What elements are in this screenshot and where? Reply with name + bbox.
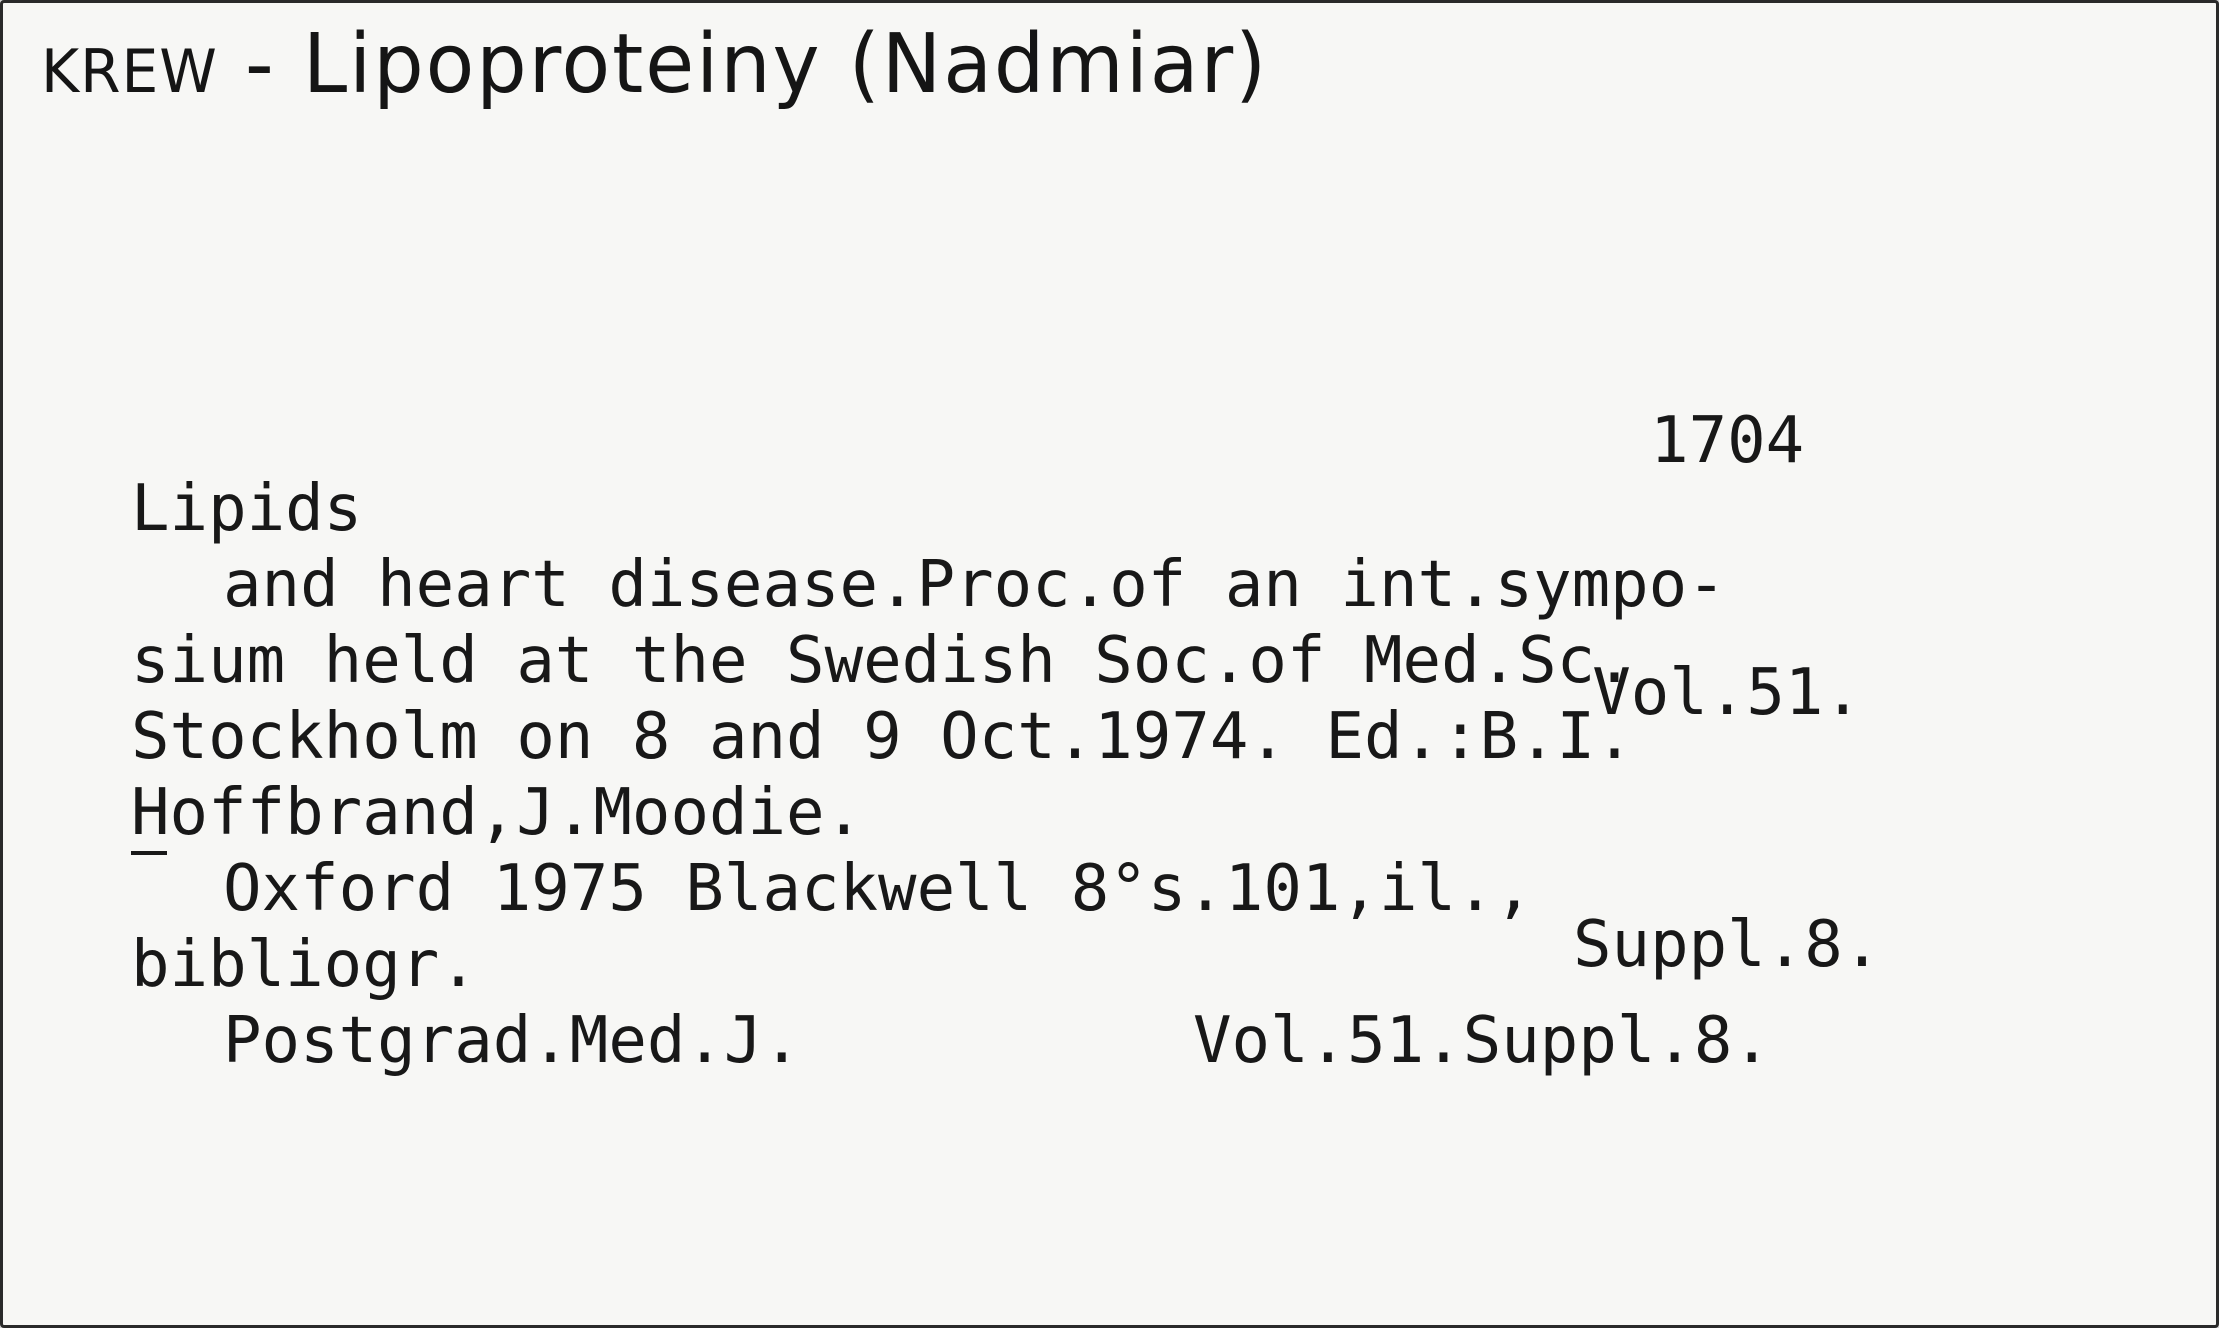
entry-title-line: sium held at the Swedish Soc.of Med.Sc.	[131, 624, 1634, 698]
entry-imprint-continued: bibliogr.	[131, 928, 478, 1002]
call-number-volume: Vol.51.	[1592, 656, 1862, 730]
call-number: 1704	[1650, 404, 1805, 478]
subject-heading-subdivision: - Lipoproteiny (Nadmiar)	[217, 17, 1269, 112]
entry-editors: Hoffbrand,J.Moodie.	[131, 776, 864, 850]
entry-title-lead: Lipids	[131, 472, 363, 546]
handwritten-subject-heading	[41, 17, 1268, 112]
call-number-supplement: Suppl.8.	[1573, 908, 1882, 982]
entry-series-journal: Postgrad.Med.J.	[223, 1004, 801, 1078]
subject-heading-main: KREW	[41, 37, 218, 107]
entry-title-line: Stockholm on 8 and 9 Oct.1974. Ed.:B.I.	[131, 700, 1634, 774]
handwritten-underline-mark	[131, 851, 167, 855]
entry-title-line: and heart disease.Proc.of an int.sympo-	[223, 548, 1726, 622]
entry-imprint: Oxford 1975 Blackwell 8°s.101,il.,	[223, 852, 1534, 926]
entry-series-volume: Vol.51.Suppl.8.	[1193, 1004, 1771, 1078]
